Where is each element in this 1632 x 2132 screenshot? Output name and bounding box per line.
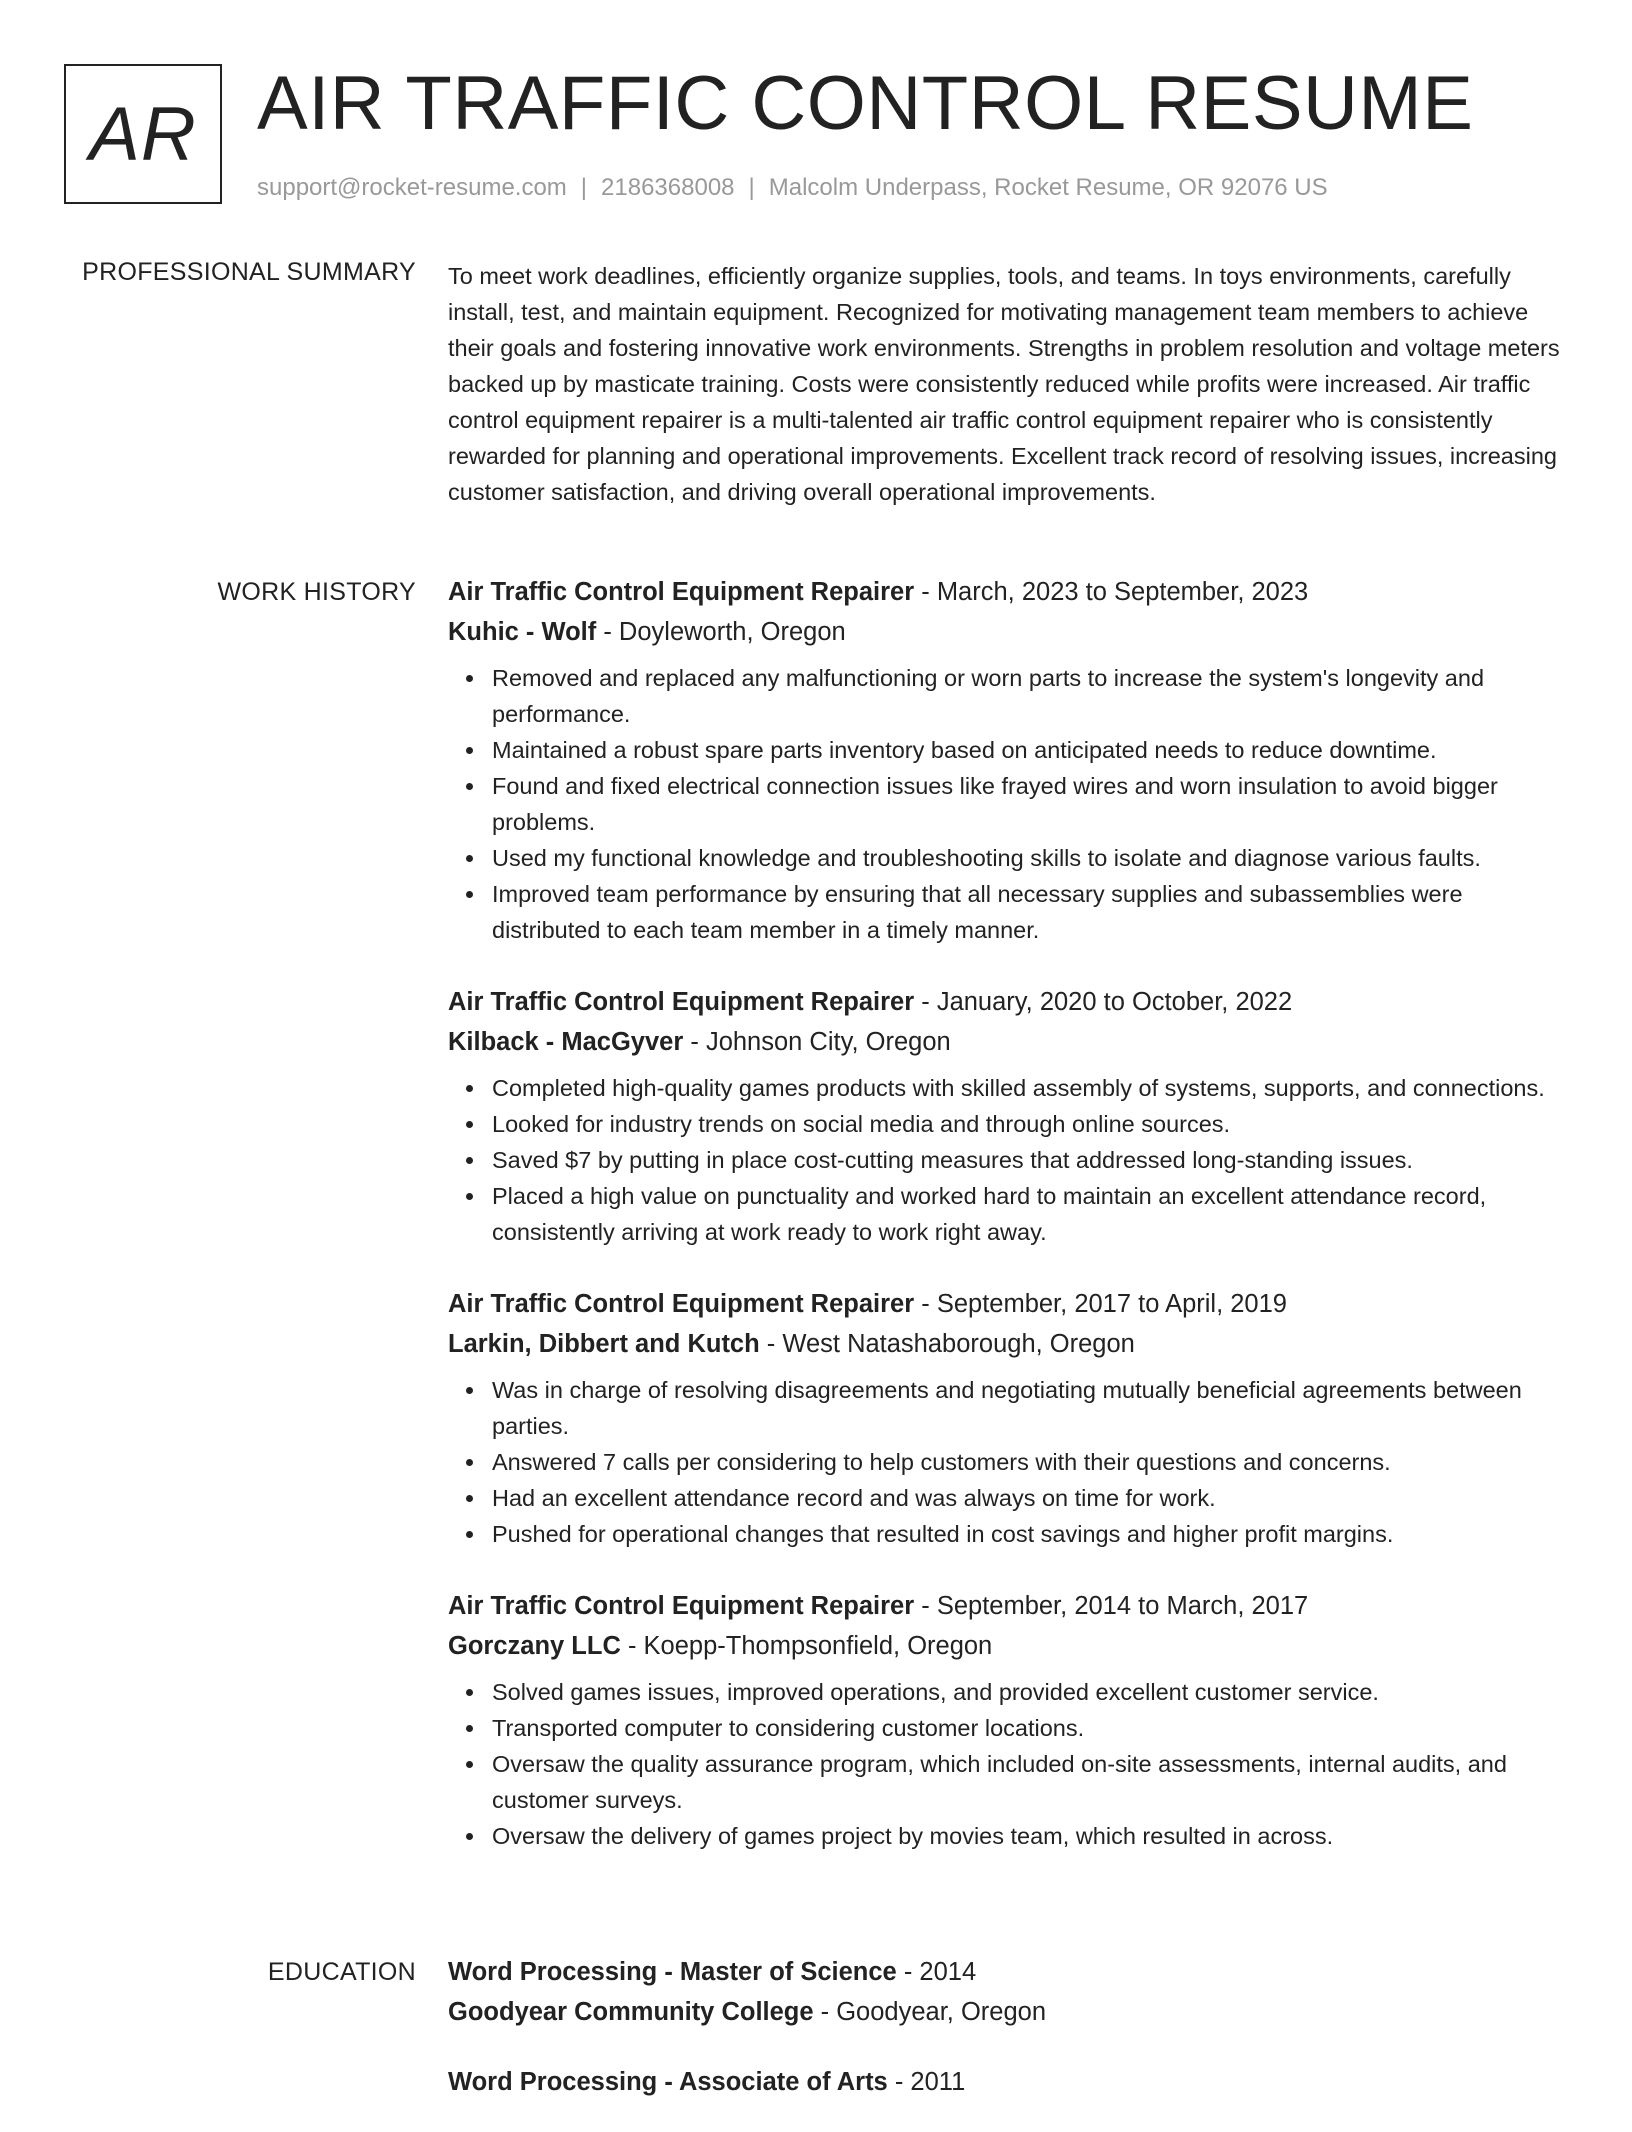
education-entry xyxy=(448,1952,1568,2032)
job-location: - West Natashaborough, Oregon xyxy=(759,1330,1135,1358)
job-bullet: Answered 7 calls per considering to help customers with their questions and concerns. xyxy=(492,1444,1568,1480)
job-bullet: Oversaw the delivery of games project by movies team, which resulted in across. xyxy=(492,1818,1568,1854)
job-company: Kuhic - Wolf xyxy=(448,618,597,646)
education-year: - 2014 xyxy=(896,1958,977,1986)
contact-address: Malcolm Underpass, Rocket Resume, OR 92076 US xyxy=(768,174,1328,201)
work-history-body xyxy=(448,572,1568,1888)
job-title-line xyxy=(448,1284,1568,1324)
job-dates: - September, 2014 to March, 2017 xyxy=(914,1592,1309,1620)
job-title: Air Traffic Control Equipment Repairer xyxy=(448,1592,915,1620)
job-title: Air Traffic Control Equipment Repairer xyxy=(448,988,915,1016)
job-bullets xyxy=(448,1070,1568,1250)
education-location: - Goodyear, Oregon xyxy=(813,1998,1047,2026)
education-degree-line xyxy=(448,2062,1568,2102)
education-entry xyxy=(448,2062,1568,2102)
job-company: Gorczany LLC xyxy=(448,1632,621,1660)
contact-email: support@rocket-resume.com xyxy=(257,174,567,201)
job-bullets xyxy=(448,660,1568,948)
job-title: Air Traffic Control Equipment Repairer xyxy=(448,578,915,606)
job-title-line xyxy=(448,982,1568,1022)
job-company-line xyxy=(448,1022,1568,1062)
education-degree: Word Processing - Associate of Arts xyxy=(448,2068,888,2096)
job-company-line xyxy=(448,612,1568,652)
job-bullet: Maintained a robust spare parts inventory based on anticipated needs to reduce downtime. xyxy=(492,732,1568,768)
job-bullet: Improved team performance by ensuring that all necessary supplies and subassemblies were distributed to each team member in a timely manner. xyxy=(492,876,1568,948)
job-bullet: Placed a high value on punctuality and worked hard to maintain an excellent attendance record, consistently arriving at work ready to work right away. xyxy=(492,1178,1568,1250)
contact-separator: | xyxy=(748,174,755,201)
contact-line xyxy=(257,174,1328,202)
job-bullet: Used my functional knowledge and troubleshooting skills to isolate and diagnose various faults. xyxy=(492,840,1568,876)
job-bullet: Completed high-quality games products with skilled assembly of systems, supports, and connections. xyxy=(492,1070,1568,1106)
job-bullet: Saved $7 by putting in place cost-cutting measures that addressed long-standing issues. xyxy=(492,1142,1568,1178)
resume-title: AIR TRAFFIC CONTROL RESUME xyxy=(257,61,1474,146)
job-bullet: Found and fixed electrical connection issues like frayed wires and worn insulation to avoid bigger problems. xyxy=(492,768,1568,840)
job-location: - Doyleworth, Oregon xyxy=(596,618,846,646)
education-body xyxy=(448,1952,1568,2132)
job-location: - Koepp-Thompsonfield, Oregon xyxy=(620,1632,993,1660)
summary-heading: PROFESSIONAL SUMMARY xyxy=(82,258,416,286)
contact-phone: 2186368008 xyxy=(601,174,735,201)
job-title-line xyxy=(448,572,1568,612)
education-year: - 2011 xyxy=(887,2068,966,2096)
job-bullets xyxy=(448,1674,1568,1854)
job-dates: - January, 2020 to October, 2022 xyxy=(914,988,1293,1016)
job-dates: - September, 2017 to April, 2019 xyxy=(914,1290,1287,1318)
job-title-line xyxy=(448,1586,1568,1626)
job-entry xyxy=(448,1586,1568,1854)
education-school: Goodyear Community College xyxy=(448,1998,814,2026)
education-degree-line xyxy=(448,1952,1568,1992)
education-heading: EDUCATION xyxy=(267,1958,416,1986)
job-entry xyxy=(448,572,1568,948)
contact-separator: | xyxy=(580,174,588,201)
job-bullet: Removed and replaced any malfunctioning or worn parts to increase the system's longevity and performance. xyxy=(492,660,1568,732)
job-dates: - March, 2023 to September, 2023 xyxy=(914,578,1309,606)
job-bullet: Was in charge of resolving disagreements and negotiating mutually beneficial agreements between parties. xyxy=(492,1372,1568,1444)
education-degree: Word Processing - Master of Science xyxy=(448,1958,897,1986)
job-bullet: Transported computer to considering customer locations. xyxy=(492,1710,1568,1746)
job-company-line xyxy=(448,1626,1568,1666)
job-bullet: Pushed for operational changes that resulted in cost savings and higher profit margins. xyxy=(492,1516,1568,1552)
job-entry xyxy=(448,1284,1568,1552)
education-school-line xyxy=(448,1992,1568,2032)
job-bullets xyxy=(448,1372,1568,1552)
job-bullet: Oversaw the quality assurance program, which included on-site assessments, internal audits, and customer surveys. xyxy=(492,1746,1568,1818)
job-bullet: Had an excellent attendance record and was always on time for work. xyxy=(492,1480,1568,1516)
job-bullet: Solved games issues, improved operations, and provided excellent customer service. xyxy=(492,1674,1568,1710)
job-location: - Johnson City, Oregon xyxy=(683,1028,951,1056)
job-company-line xyxy=(448,1324,1568,1364)
summary-text: To meet work deadlines, efficiently organize supplies, tools, and teams. In toys environments, carefully install, test, and maintain equipment. Recognized for motivating management team members to achieve their goals and fostering innovative work environments. Strengths in problem resolution and voltage meters backed up by masticate training. Costs were consistently reduced while profits were increased. Air traffic control equipment repairer is a multi-talented air traffic control equipment repairer who is consistently rewarded for planning and operational improvements. Excellent track record of resolving issues, increasing customer satisfaction, and driving overall operational improvements. xyxy=(448,263,1560,505)
summary-body xyxy=(448,258,1568,510)
monogram-logo: AR xyxy=(64,64,222,204)
job-bullet: Looked for industry trends on social media and through online sources. xyxy=(492,1106,1568,1142)
work-history-heading: WORK HISTORY xyxy=(217,578,416,606)
job-company: Kilback - MacGyver xyxy=(448,1028,684,1056)
resume-header xyxy=(64,61,1564,210)
job-company: Larkin, Dibbert and Kutch xyxy=(448,1330,760,1358)
job-entry xyxy=(448,982,1568,1250)
job-title: Air Traffic Control Equipment Repairer xyxy=(448,1290,915,1318)
